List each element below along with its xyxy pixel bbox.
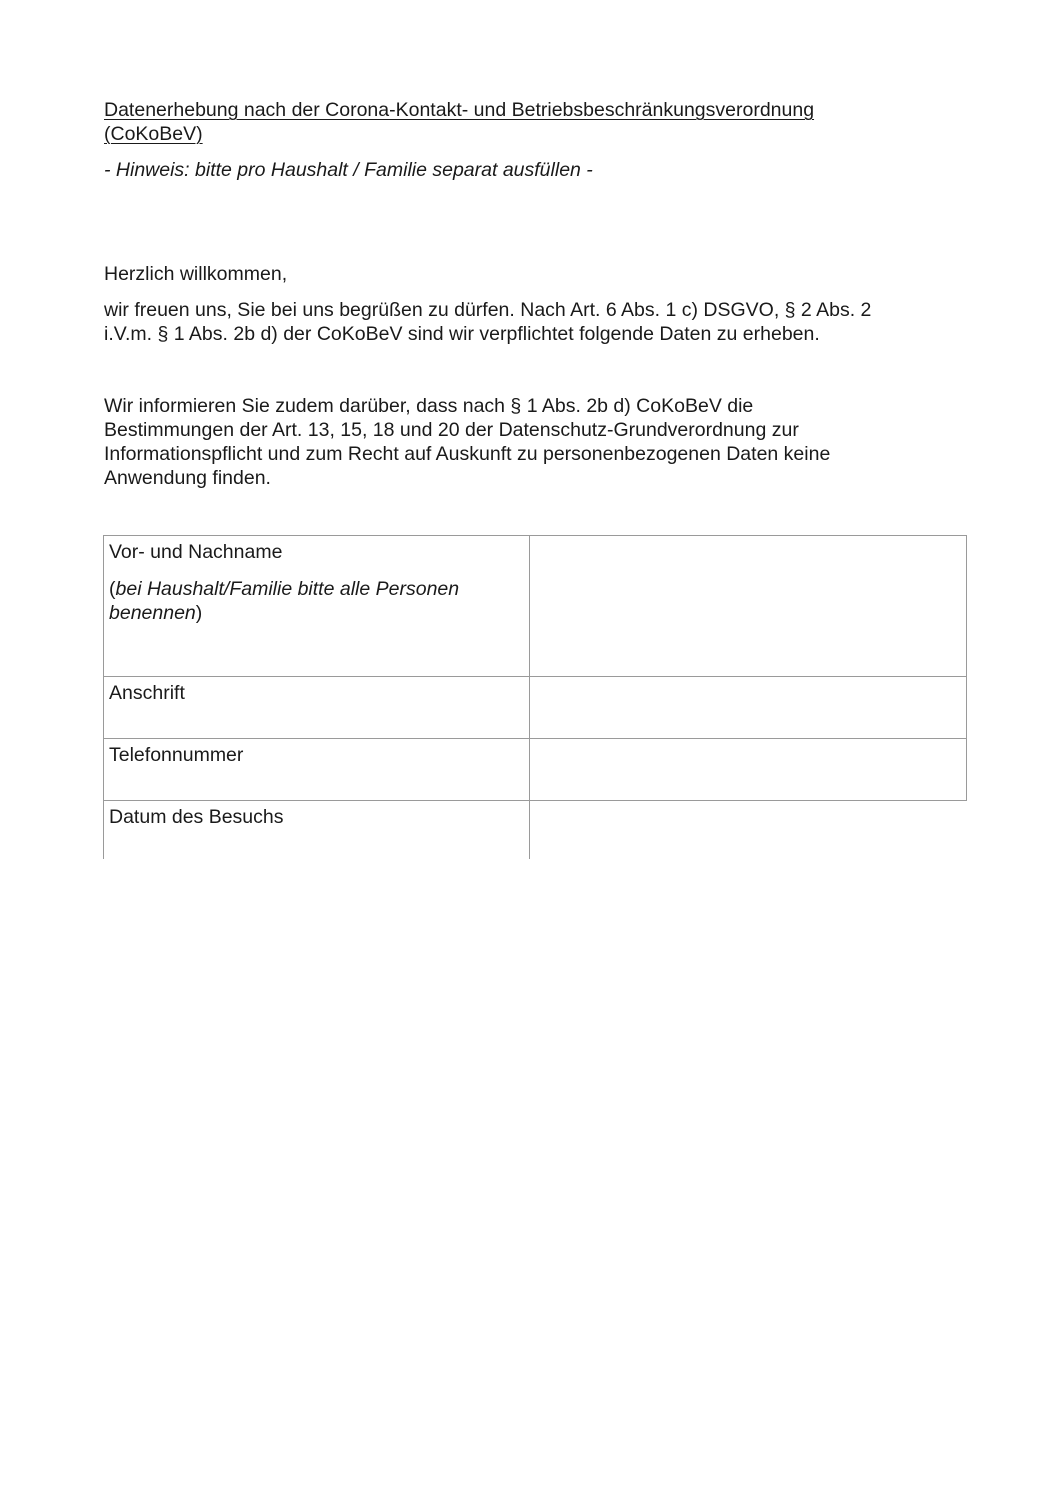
- form-row-visit-date: [104, 801, 967, 860]
- legal-basis-line-1: wir freuen uns, Sie bei uns begrüßen zu dürfen. Nach Art. 6 Abs. 1 c) DSGVO, § 2 Abs. 2: [104, 299, 872, 321]
- document-title-line-1: Datenerhebung nach der Corona-Kontakt- und Betriebsbeschränkungsverordnung: [104, 99, 815, 121]
- household-hint: - Hinweis: bitte pro Haushalt / Familie separat ausfüllen -: [104, 159, 593, 181]
- name-label: Vor- und Nachname: [109, 541, 283, 563]
- greeting: Herzlich willkommen,: [104, 263, 288, 285]
- date-label: Datum des Besuchs: [109, 806, 284, 828]
- date-label-cell: [104, 801, 530, 860]
- date-value-field[interactable]: [530, 801, 967, 860]
- legal-basis-paragraph: [104, 298, 954, 346]
- privacy-notice-paragraph: [104, 394, 954, 490]
- privacy-notice-line-4: Anwendung finden.: [104, 467, 271, 489]
- name-note: (bei Haushalt/Familie bitte alle Personen benennen): [109, 578, 460, 624]
- privacy-notice-line-3: Informationspflicht und zum Recht auf Auskunft zu personenbezogenen Daten keine: [104, 443, 831, 465]
- address-value-field[interactable]: [530, 677, 967, 739]
- phone-label: Telefonnummer: [109, 744, 244, 766]
- phone-label-cell: [104, 739, 530, 801]
- document-title-line-2: (CoKoBeV): [104, 123, 203, 145]
- form-row-name: [104, 536, 967, 677]
- privacy-notice-line-2: Bestimmungen der Art. 13, 15, 18 und 20 der Datenschutz-Grundverordnung zur: [104, 419, 799, 441]
- address-label-cell: [104, 677, 530, 739]
- visitor-data-form: [103, 535, 967, 859]
- privacy-notice-line-1: Wir informieren Sie zudem darüber, dass nach § 1 Abs. 2b d) CoKoBeV die: [104, 395, 754, 417]
- document-title: [104, 98, 904, 146]
- name-label-cell: [104, 536, 530, 677]
- legal-basis-line-2: i.V.m. § 1 Abs. 2b d) der CoKoBeV sind wir verpflichtet folgende Daten zu erheben.: [104, 323, 820, 345]
- name-value-field[interactable]: [530, 536, 967, 677]
- form-row-phone: [104, 739, 967, 801]
- form-row-address: [104, 677, 967, 739]
- phone-value-field[interactable]: [530, 739, 967, 801]
- address-label: Anschrift: [109, 682, 185, 704]
